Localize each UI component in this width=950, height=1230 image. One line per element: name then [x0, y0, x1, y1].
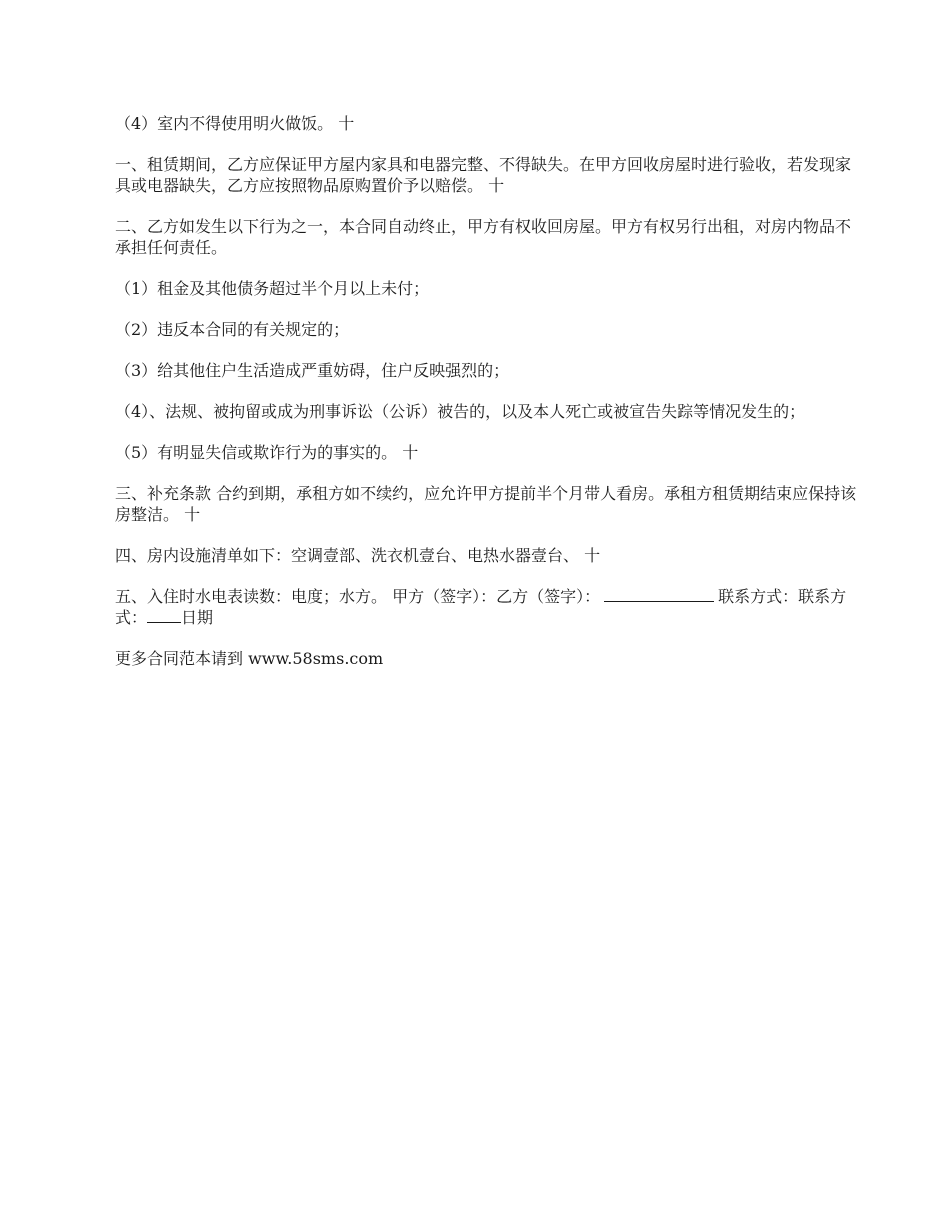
- signature-blank: [604, 586, 714, 602]
- paragraph-8: （5）有明显失信或欺诈行为的事实的。 十: [115, 443, 419, 462]
- paragraph-5: （2）违反本合同的有关规定的；: [115, 320, 350, 339]
- signature-paragraph: [115, 586, 860, 628]
- paragraph-7: （4）、法规、被拘留或成为刑事诉讼（公诉）被告的，以及本人死亡或被宣告失踪等情况发生的；: [115, 402, 806, 421]
- signature-text-1: 五、入住时水电表读数：电度；水方。 甲方（签字）：乙方（签字）：: [115, 587, 601, 606]
- footer-note: 更多合同范本请到 www.58sms.com: [115, 649, 384, 668]
- document-body: [115, 113, 860, 689]
- signature-text-2: 联系方式：联系方式：: [115, 587, 847, 627]
- paragraph-2: 一、租赁期间，乙方应保证甲方屋内家具和电器完整、不得缺失。在甲方回收房屋时进行验收，若发现家具或电器缺失，乙方应按照物品原购置价予以赔偿。 十: [115, 155, 852, 195]
- paragraph-1: （4）室内不得使用明火做饭。 十: [115, 114, 355, 133]
- paragraph-6: （3）给其他住户生活造成严重妨碍，住户反映强烈的；: [115, 361, 510, 380]
- paragraph-9: 三、补充条款 合约到期，承租方如不续约，应允许甲方提前半个月带人看房。承租方租赁期结束应保持该房整洁。 十: [115, 484, 857, 524]
- paragraph-10: 四、房内设施清单如下：空调壹部、洗衣机壹台、电热水器壹台、 十: [115, 546, 601, 565]
- signature-text-3: 日期: [181, 608, 214, 627]
- paragraph-4: （1）租金及其他债务超过半个月以上未付；: [115, 279, 430, 298]
- date-blank: [147, 607, 181, 623]
- paragraph-3: 二、乙方如发生以下行为之一，本合同自动终止，甲方有权收回房屋。甲方有权另行出租，对房内物品不承担任何责任。: [115, 217, 852, 257]
